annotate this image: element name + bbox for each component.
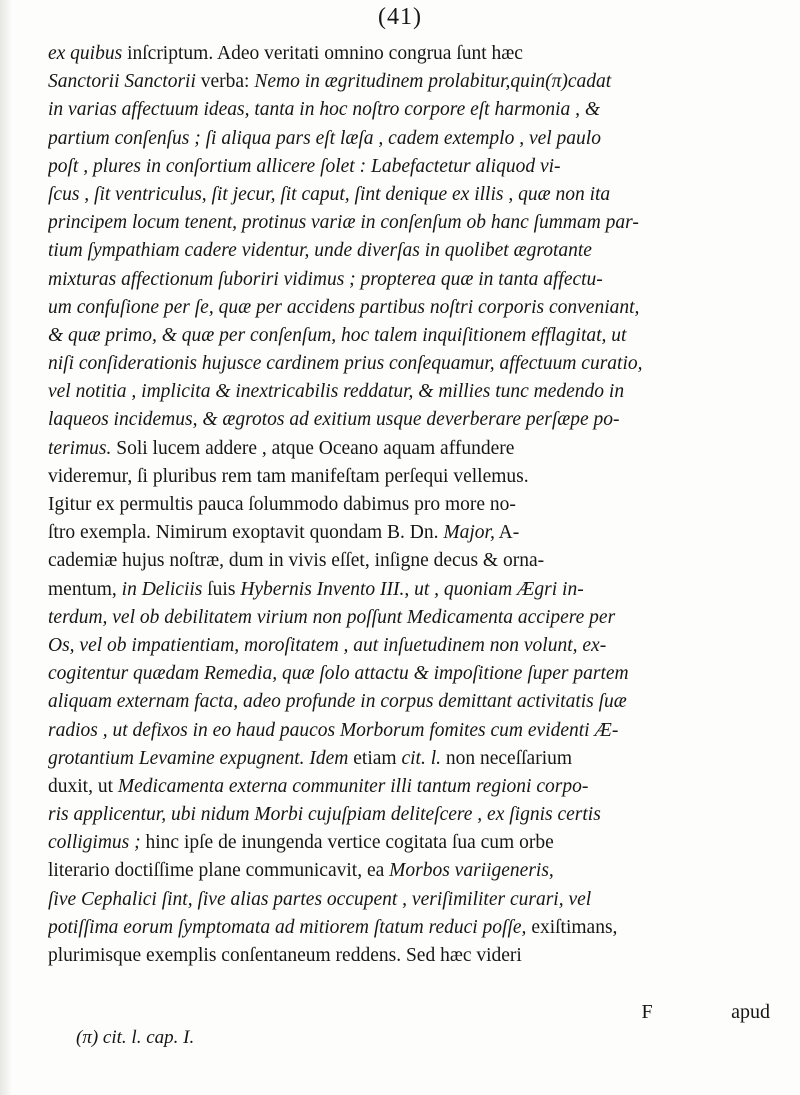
italic-text-run: colligimus ; (48, 832, 141, 854)
body-text (48, 40, 768, 970)
text-line (48, 294, 768, 322)
roman-text-run: duxit, ut (48, 775, 118, 797)
italic-text-run: ſive Cephalici ſint, ſive alias partes occupent , veriſimiliter curari, vel (48, 888, 592, 910)
italic-text-run: potiſſima eorum ſymptomata ad mitiorem ſtatum reduci poſſe, (48, 916, 527, 938)
text-line (48, 322, 768, 350)
text-line (48, 857, 768, 885)
roman-text-run: etiam (348, 747, 402, 769)
roman-text-run: literario doctiſſime plane communicavit, ea (48, 860, 390, 882)
text-line (48, 717, 768, 745)
catchword: apud (731, 1001, 770, 1023)
page-foot (48, 1001, 778, 1029)
text-line (48, 266, 768, 294)
roman-text-run: ſtro exempla. Nimirum exoptavit quondam B. Dn. (48, 522, 444, 544)
italic-text-run: & quæ primo, & quæ per conſenſum, hoc talem inquiſitionem efflagitat, ut (48, 324, 627, 346)
text-line (48, 68, 768, 96)
text-line (48, 96, 768, 124)
italic-text-run: terimus. (48, 437, 112, 459)
text-line (48, 801, 768, 829)
italic-text-run: Major, (443, 522, 495, 544)
footnote: (π) cit. l. cap. I. (76, 1027, 195, 1048)
italic-text-run: cit. l. (401, 747, 441, 769)
italic-text-run: Medicamenta externa communiter illi tantum regioni corpo- (117, 775, 589, 797)
italic-text-run: principem locum tenent, protinus variæ in conſenſum ob hanc ſummam par- (48, 212, 639, 234)
roman-text-run: mentum, (48, 578, 122, 600)
italic-text-run: mixturas affectionum ſuboriri vidimus ; propterea quæ in tanta affectu- (48, 268, 603, 290)
text-line (48, 350, 768, 378)
italic-text-run: cogitentur quædam Remedia, quæ ſolo attactu & impoſitione ſuper partem (48, 663, 629, 685)
text-line (48, 209, 768, 237)
roman-text-run: ſuis (202, 578, 241, 600)
text-line (48, 576, 768, 604)
italic-text-run: Os, vel ob impatientiam, moroſitatem , aut inſuetudinem non volunt, ex- (48, 634, 607, 656)
text-line (48, 942, 768, 970)
roman-text-run: non neceſſarium (441, 747, 573, 769)
text-line (48, 463, 768, 491)
roman-text-run: plurimisque exemplis conſentaneum reddens. Sed hæc videri (48, 945, 522, 966)
text-line (48, 547, 768, 575)
italic-text-run: partium conſenſus ; ſi aliqua pars eſt læſa , cadem extemplo , vel paulo (48, 127, 601, 149)
text-line (48, 435, 768, 463)
italic-text-run: radios , ut defixos in eo haud paucos Morborum fomites cum evidenti Æ- (48, 719, 619, 741)
italic-text-run: vel notitia , implicita & inextricabilis reddatur, & millies tunc medendo in (48, 381, 625, 403)
text-line (48, 604, 768, 632)
text-line (48, 829, 768, 857)
italic-text-run: Nemo in ægritudinem prolabitur,quin(π)cadat (254, 71, 612, 93)
italic-text-run: grotantium Levamine expugnent. Idem (48, 747, 349, 769)
text-line (48, 153, 768, 181)
italic-text-run: poſt , plures in conſortium allicere ſolet : Labefactetur aliquod vi- (48, 155, 561, 177)
roman-text-run: , (404, 578, 415, 600)
text-line (48, 688, 768, 716)
roman-text-run: Igitur ex permultis pauca ſolummodo dabimus pro more no- (48, 494, 516, 515)
italic-text-run: ut , quoniam Ægri in- (414, 578, 584, 600)
text-line (48, 886, 768, 914)
italic-text-run: in varias affectuum ideas, tanta in hoc noſtro corpore eſt harmonia , & (48, 99, 601, 121)
text-line (48, 378, 768, 406)
italic-text-run: Morbos variigeneris, (389, 860, 554, 882)
italic-text-run: ſcus , ſit ventriculus, ſit jecur, ſit caput, ſint denique ex illis , quæ non ita (48, 183, 611, 205)
roman-text-run: exiſtimans, (526, 916, 618, 938)
text-line (48, 914, 768, 942)
italic-text-run: ex quibus (48, 43, 123, 64)
text-line (48, 237, 768, 265)
text-line (48, 660, 768, 688)
signature-mark: F (641, 1001, 653, 1023)
roman-text-run: videremur, ſi pluribus rem tam manifeſtam perſequi vellemus. (48, 465, 529, 487)
roman-text-run: hinc ipſe de inungenda vertice cogitata ſua cum orbe (140, 832, 554, 854)
italic-text-run: Sanctorii Sanctorii (48, 71, 196, 93)
roman-text-run: A- (494, 522, 520, 544)
page-number: (41) (378, 4, 422, 30)
italic-text-run: in Deliciis (121, 578, 203, 600)
roman-text-run: inſcriptum. Adeo veritati omnino congrua ſunt hæc (122, 43, 523, 64)
italic-text-run: ris applicentur, ubi nidum Morbi cujuſpiam deliteſcere , ex ſignis certis (48, 804, 601, 826)
page-gutter-shadow (0, 0, 12, 1095)
roman-text-run: cademiæ hujus noſtræ, dum in vivis eſſet, inſigne decus & orna- (48, 550, 545, 572)
text-line (48, 181, 768, 209)
text-line (48, 406, 768, 434)
italic-text-run: tium ſympathiam cadere videntur, unde diverſas in quolibet ægrotante (48, 240, 592, 262)
text-line (48, 40, 768, 68)
text-line (48, 519, 768, 547)
roman-text-run: Soli lucem addere , atque Oceano aquam affundere (111, 437, 515, 459)
italic-text-run: Hybernis Invento III. (240, 578, 405, 600)
text-line (48, 773, 768, 801)
text-line (48, 745, 768, 773)
roman-text-run: verba: (195, 71, 255, 93)
italic-text-run: laqueos incidemus, & ægrotos ad exitium usque deverberare perſæpe po- (48, 409, 620, 431)
italic-text-run: niſi conſiderationis hujusce cardinem prius conſequamur, affectuum curatio, (48, 353, 643, 375)
text-line (48, 491, 768, 519)
text-line (48, 125, 768, 153)
italic-text-run: aliquam externam facta, adeo profunde in corpus demittant activitatis ſuæ (48, 691, 627, 713)
italic-text-run: um confuſione per ſe, quæ per accidens partibus noſtri corporis conveniant, (48, 296, 640, 318)
text-line (48, 632, 768, 660)
italic-text-run: terdum, vel ob debilitatem virium non poſſunt Medicamenta accipere per (48, 606, 616, 628)
